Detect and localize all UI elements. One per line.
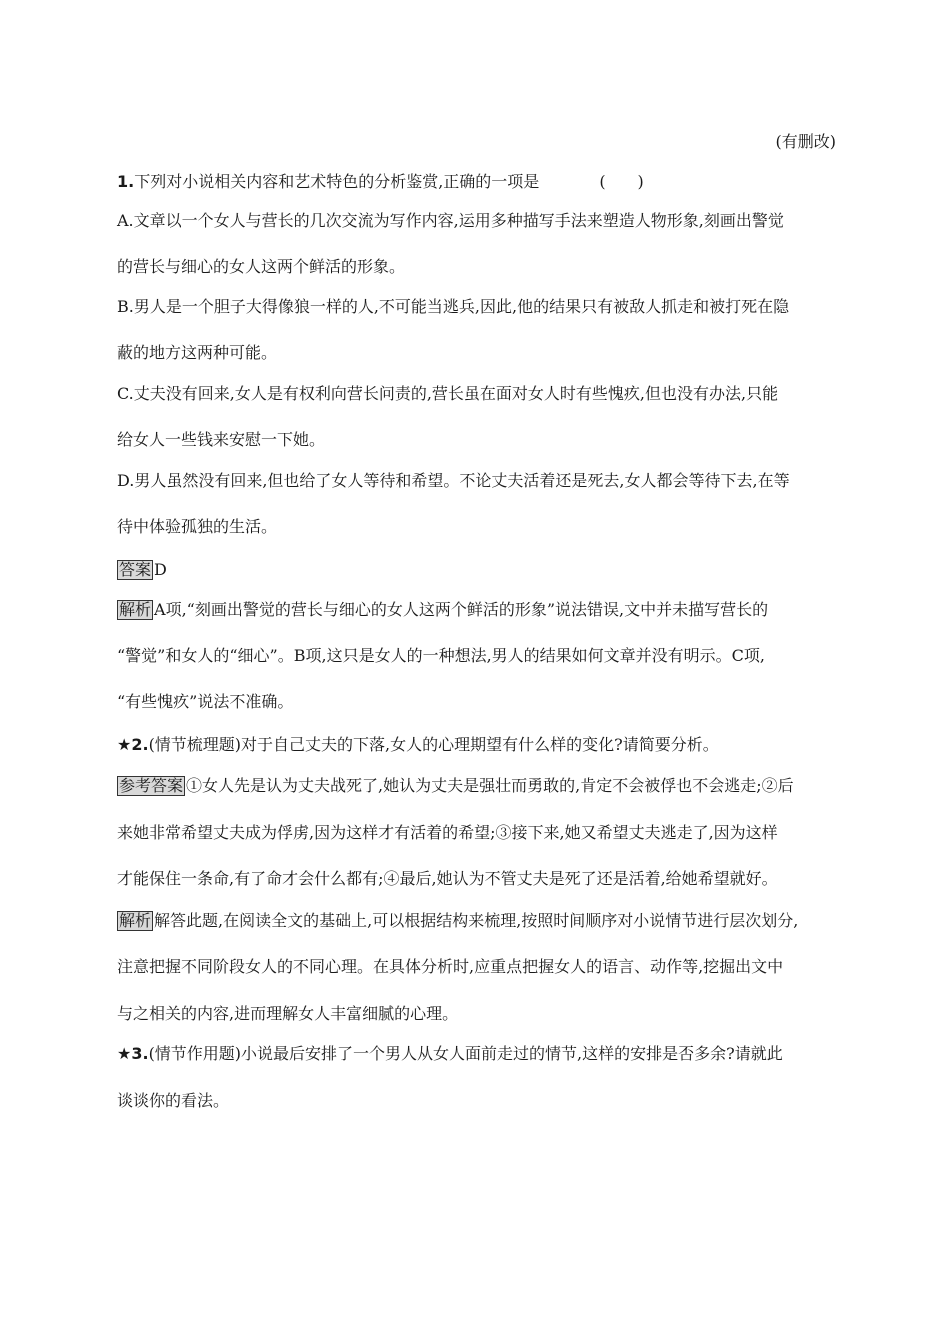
question-1-number: 1. bbox=[117, 172, 135, 191]
question-2-stem bbox=[117, 734, 837, 756]
question-2-number: ★2. bbox=[117, 735, 149, 754]
reference-answer-text: ①女人先是认为丈夫战死了,她认为丈夫是强壮而勇敢的,肯定不会被俘也不会逃走;②后 bbox=[186, 776, 794, 795]
question-2-analysis-line-3: 与之相关的内容,进而理解女人丰富细腻的心理。 bbox=[117, 1004, 459, 1023]
analysis-tag: 解析 bbox=[119, 600, 152, 619]
analysis-text: 解答此题,在阅读全文的基础上,可以根据结构来梳理,按照时间顺序对小说情节进行层次划分, bbox=[154, 911, 799, 930]
reference-answer-tag: 参考答案 bbox=[119, 776, 184, 795]
question-2-answer-line-1 bbox=[117, 775, 837, 797]
question-1-analysis-line-3: “有些愧疚”说法不准确。 bbox=[117, 692, 294, 711]
question-3-number: ★3. bbox=[117, 1044, 149, 1063]
question-1-stem bbox=[117, 171, 837, 193]
option-a-line-2: 的营长与细心的女人这两个鲜活的形象。 bbox=[117, 257, 406, 276]
question-1-analysis-line-2: “警觉”和女人的“细心”。B项,这只是女人的一种想法,男人的结果如何文章并没有明示。C项, bbox=[117, 646, 765, 665]
answer-blank: ( ) bbox=[599, 172, 644, 191]
option-d-line-1: D.男人虽然没有回来,但也给了女人等待和希望。不论丈夫活着还是死去,女人都会等待下去,在等 bbox=[117, 471, 790, 490]
option-b-line-1: B.男人是一个胆子大得像狼一样的人,不可能当逃兵,因此,他的结果只有被敌人抓走和被打死在隐 bbox=[117, 297, 790, 316]
option-d-line-2: 待中体验孤独的生活。 bbox=[117, 517, 278, 536]
question-3-text: (情节作用题)小说最后安排了一个男人从女人面前走过的情节,这样的安排是否多余?请就此 bbox=[148, 1044, 783, 1063]
question-1-text: 下列对小说相关内容和艺术特色的分析鉴赏,正确的一项是 bbox=[134, 172, 540, 191]
question-1-analysis-line-1 bbox=[117, 599, 837, 621]
question-3-stem-line-1 bbox=[117, 1043, 837, 1065]
question-2-analysis-line-1 bbox=[117, 910, 837, 932]
question-1-answer bbox=[117, 559, 837, 581]
option-c-line-1: C.丈夫没有回来,女人是有权利向营长问责的,营长虽在面对女人时有些愧疚,但也没有办法,只能 bbox=[117, 384, 779, 403]
question-3-stem-line-2: 谈谈你的看法。 bbox=[117, 1091, 230, 1110]
answer-tag: 答案 bbox=[119, 560, 152, 579]
question-2-answer-line-3: 才能保住一条命,有了命才会什么都有;④最后,她认为不管丈夫是死了还是活着,给她希望就好。 bbox=[117, 869, 778, 888]
question-2-answer-line-2: 来她非常希望丈夫成为俘虏,因为这样才有活着的希望;③接下来,她又希望丈夫逃走了,因为这样 bbox=[117, 823, 778, 842]
analysis-text: A项,“刻画出警觉的营长与细心的女人这两个鲜活的形象”说法错误,文中并未描写营长的 bbox=[154, 600, 769, 619]
analysis-tag: 解析 bbox=[119, 911, 152, 930]
option-a-line-1: A.文章以一个女人与营长的几次交流为写作内容,运用多种描写手法来塑造人物形象,刻画出警觉 bbox=[117, 211, 784, 230]
option-b-line-2: 蔽的地方这两种可能。 bbox=[117, 343, 278, 362]
answer-value: D bbox=[154, 560, 167, 579]
question-2-analysis-line-2: 注意把握不同阶段女人的不同心理。在具体分析时,应重点把握女人的语言、动作等,挖掘出文中 bbox=[117, 957, 784, 976]
question-2-text: (情节梳理题)对于自己丈夫的下落,女人的心理期望有什么样的变化?请简要分析。 bbox=[148, 735, 719, 754]
source-note: (有删改) bbox=[775, 132, 836, 151]
option-c-line-2: 给女人一些钱来安慰一下她。 bbox=[117, 430, 326, 449]
